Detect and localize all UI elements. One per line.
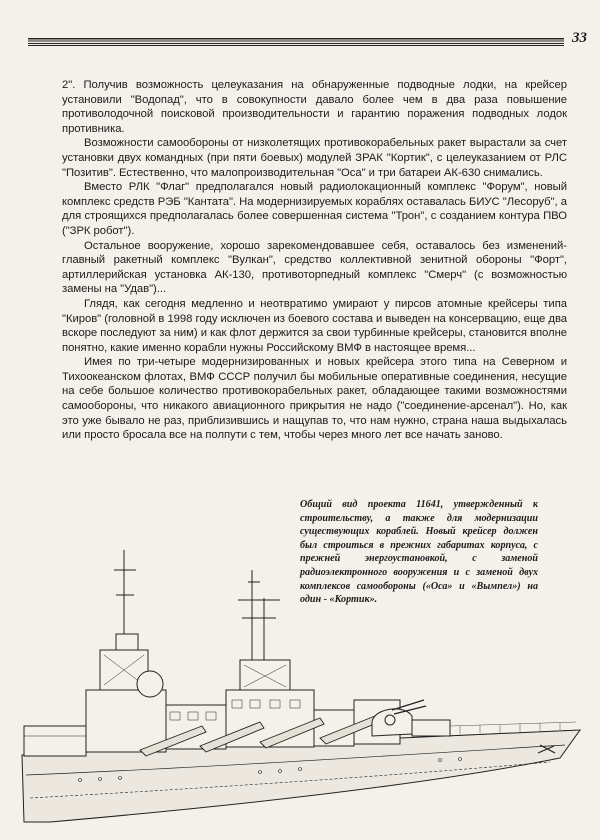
article-paragraph: Глядя, как сегодня медленно и неотвратимо умирают у пирсов атомные крейсеры типа "Киров" (головной в 1998 году исключен из боевого состава и выведен на консервацию, еще два вскоре последуют за ним) и как флот держится за свои турбинные крейсеры, становится вполне понятно, какие именно корабли нужны Российскому ВМФ в настоящее время... [62,297,567,354]
article-paragraph: 2". Получив возможность целеуказания на обнаруженные подводные лодки, на крейсер установили "Водопад", что в совокупности давало более чем в два раза повышение противолодочной поисковой производительности и гарантию поражения подводных лодок противника. [62,79,567,135]
article-paragraph: Возможности самообороны от низколетящих противокорабельных ракет вырастали за счет установки двух командных (при пяти боевых) модулей ЗРАК "Кортик", с целеуказанием от РЛС "Позитив". Естественно, что малопроизводительная "Оса" и три батареи АК-630 снимались. [62,137,567,179]
article-body [62,78,567,443]
page-number: 33 [572,30,587,46]
article-paragraph: Вместо РЛК "Флаг" предполагался новый радиолокационный комплекс "Форум", новый комплекс средств РЭБ "Кантата". На модернизируемых кораблях оставалась БИУС "Лесоруб", а для строящихся предполагалась более совершенная система "Трон", с созданием контура ПВО ("ЗРК робот"). [62,181,567,237]
ship-drawing [20,540,590,825]
figure-caption: Общий вид проекта 11641, утвержденный к строительству, а также для модернизации существующих кораблей. Новый крейсер должен был строиться в прежних габаритах корпуса, с прежней энергоустановкой, с заменой радиоэлектронного вооружения и с заменой двух комплексов самообороны («Оса» и «Вымпел») на один - «Кортик». [300,499,538,606]
article-paragraph: Остальное вооружение, хорошо зарекомендовавшее себя, оставалось без изменений-главный ракетный комплекс "Вулкан", средство коллективной зенитной обороны "Форт", артиллерийская установка АК-130, противоторпедный комплекс "Смерч" (с возможностью замены на "Удав")... [62,239,567,296]
article-paragraph: Имея по три-четыре модернизированных и новых крейсера этого типа на Северном и Тихоокеанском флотах, ВМФ СССР получил бы мобильные оперативные соединения, несущие на себе большое количество противокорабельных ракет, обладающее такими возможностями самообороны, что никакого авиационного прикрытия не надо ("соединение-арсенал"). Но, как это уже бывало не раз, приблизившись и нащупав то, что нам нужно, страна наша выдыхалась или просто бросала все на полпути с тем, чтобы через много лет все начать заново. [62,356,567,442]
header-rule [28,38,564,46]
